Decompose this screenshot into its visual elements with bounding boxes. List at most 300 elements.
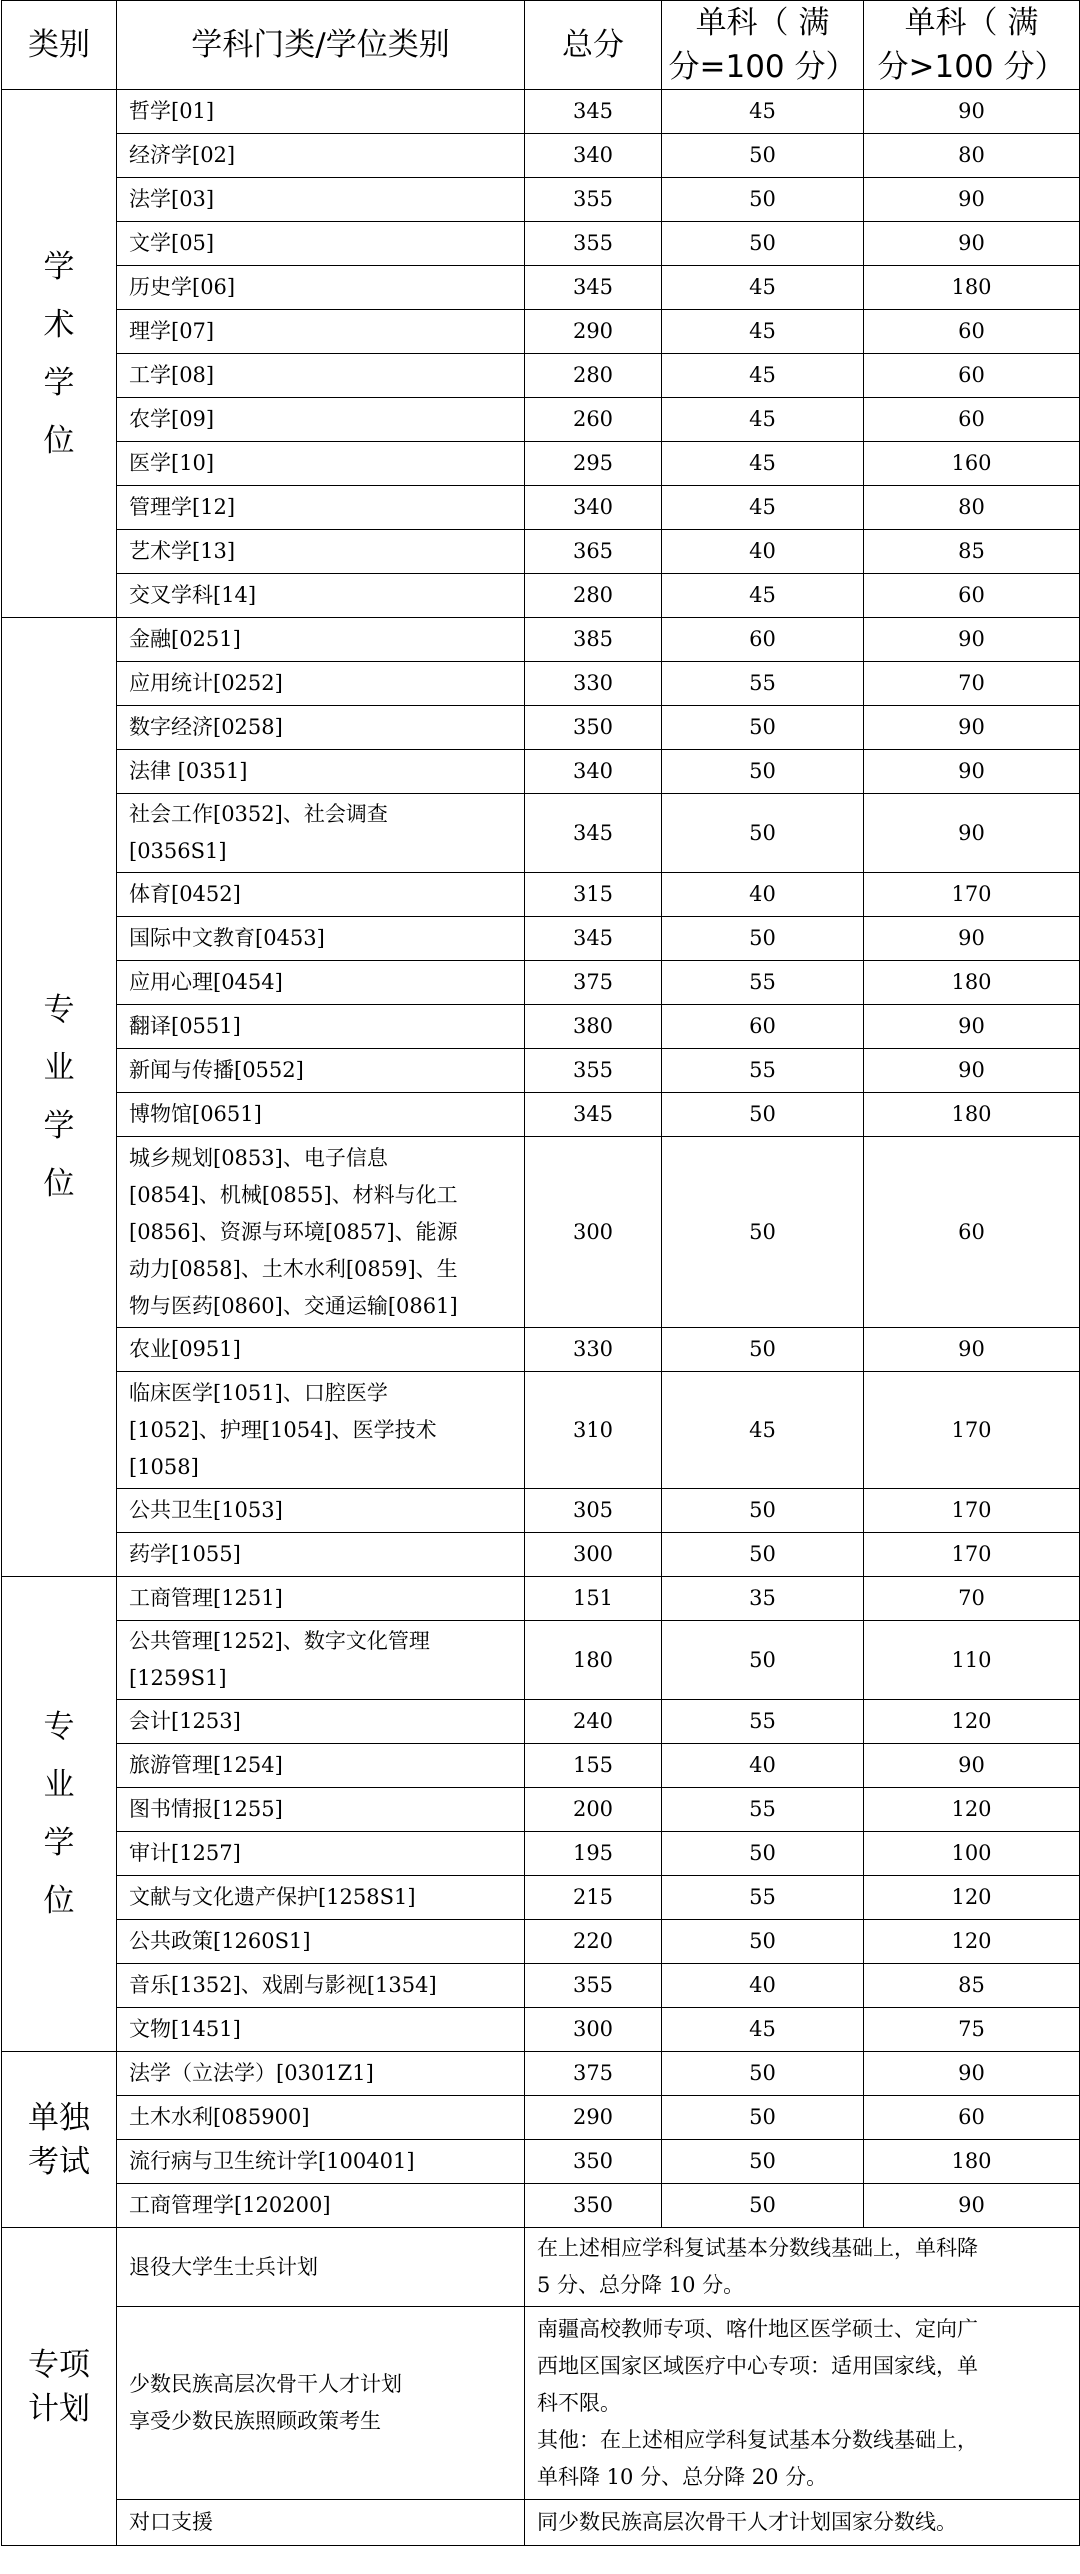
discipline-cell [117, 266, 525, 310]
special-plan-note [525, 2228, 1080, 2307]
discipline-cell [117, 310, 525, 354]
discipline-line: 博物馆[0651] [129, 1102, 262, 1126]
total-score-cell: 220 [525, 1920, 662, 1964]
discipline-line: 历史学[06] [129, 275, 236, 299]
discipline-line: 交叉学科[14] [129, 583, 257, 607]
single-over-100-cell: 180 [864, 266, 1080, 310]
discipline-line: 法学[03] [129, 187, 215, 211]
table-row [2, 1489, 1080, 1533]
special-plan-name [117, 2307, 525, 2500]
single-100-cell: 50 [662, 1137, 864, 1328]
table-row [2, 1700, 1080, 1744]
total-score-cell: 365 [525, 530, 662, 574]
discipline-line: 应用统计[0252] [129, 671, 283, 695]
total-score-cell: 151 [525, 1577, 662, 1621]
single-over-100-cell: 90 [864, 2052, 1080, 2096]
discipline-cell [117, 222, 525, 266]
single-100-cell: 50 [662, 706, 864, 750]
single-over-100-cell: 60 [864, 398, 1080, 442]
single-over-100-cell: 90 [864, 917, 1080, 961]
table-row [2, 222, 1080, 266]
single-100-cell: 50 [662, 794, 864, 873]
discipline-line: 法律 [0351] [129, 759, 248, 783]
discipline-line: 法学（立法学）[0301Z1] [129, 2061, 374, 2085]
discipline-line: 药学[1055] [129, 1542, 241, 1566]
group-label-char: 单独 [28, 2099, 90, 2136]
group-label-char: 学 [43, 364, 75, 401]
discipline-line: 公共卫生[1053] [129, 1498, 283, 1522]
total-score-cell: 280 [525, 354, 662, 398]
discipline-cell [117, 1093, 525, 1137]
table-row [2, 794, 1080, 873]
total-score-cell: 345 [525, 917, 662, 961]
single-100-cell: 50 [662, 1328, 864, 1372]
single-over-100-cell: 85 [864, 1964, 1080, 2008]
header-single-over-100-line: 单科（ 满 [904, 5, 1039, 41]
discipline-line: 文学[05] [129, 231, 215, 255]
table-row [2, 2140, 1080, 2184]
discipline-cell [117, 1577, 525, 1621]
single-100-cell: 45 [662, 574, 864, 618]
special-plan-note-line: 同少数民族高层次骨干人才计划国家分数线。 [537, 2510, 957, 2534]
single-over-100-cell: 90 [864, 794, 1080, 873]
single-over-100-cell: 80 [864, 486, 1080, 530]
total-score-cell: 355 [525, 178, 662, 222]
single-100-cell: 45 [662, 266, 864, 310]
single-100-cell: 40 [662, 873, 864, 917]
discipline-line: 动力[0858]、土木水利[0859]、生 [129, 1256, 458, 1281]
table-row [2, 2184, 1080, 2228]
single-over-100-cell: 75 [864, 2008, 1080, 2052]
single-100-cell: 50 [662, 1621, 864, 1700]
discipline-cell [117, 1621, 525, 1700]
total-score-cell: 315 [525, 873, 662, 917]
discipline-cell [117, 794, 525, 873]
discipline-line: 应用心理[0454] [129, 970, 283, 994]
total-score-cell: 355 [525, 222, 662, 266]
discipline-line: 翻译[0551] [129, 1014, 241, 1038]
group-label-char: 专 [43, 1709, 75, 1745]
single-100-cell: 50 [662, 1920, 864, 1964]
single-100-cell: 45 [662, 2008, 864, 2052]
single-over-100-cell: 170 [864, 1533, 1080, 1577]
table-row [2, 2008, 1080, 2052]
discipline-line: 流行病与卫生统计学[100401] [129, 2149, 415, 2173]
table-row [2, 486, 1080, 530]
single-over-100-cell: 90 [864, 618, 1080, 662]
total-score-cell: 300 [525, 1533, 662, 1577]
discipline-line: 金融[0251] [129, 627, 241, 651]
single-100-cell: 45 [662, 90, 864, 134]
discipline-cell [117, 2096, 525, 2140]
discipline-line: 城乡规划[0853]、电子信息 [129, 1145, 388, 1170]
table-row [2, 873, 1080, 917]
special-plan-note [525, 2307, 1080, 2500]
table-row [2, 442, 1080, 486]
discipline-cell [117, 917, 525, 961]
discipline-cell [117, 1964, 525, 2008]
single-100-cell: 45 [662, 1372, 864, 1489]
total-score-cell: 240 [525, 1700, 662, 1744]
total-score-cell: 385 [525, 618, 662, 662]
table-row [2, 1964, 1080, 2008]
discipline-cell [117, 1832, 525, 1876]
discipline-cell [117, 1005, 525, 1049]
single-100-cell: 50 [662, 2096, 864, 2140]
discipline-line: [1259S1] [129, 1666, 227, 1690]
group-label-char: 学 [43, 248, 75, 285]
single-100-cell: 45 [662, 398, 864, 442]
discipline-line: 农业[0951] [129, 1337, 241, 1361]
total-score-cell: 300 [525, 2008, 662, 2052]
total-score-cell: 155 [525, 1744, 662, 1788]
discipline-line: 数字经济[0258] [129, 715, 283, 739]
discipline-line: 公共管理[1252]、数字文化管理 [129, 1629, 430, 1653]
special-plan-name-line: 少数民族高层次骨干人才计划 [129, 2372, 402, 2396]
discipline-line: 文物[1451] [129, 2017, 241, 2041]
special-plan-name-line: 享受少数民族照顾政策考生 [129, 2409, 381, 2433]
discipline-line: 临床医学[1051]、口腔医学 [129, 1380, 388, 1405]
discipline-line: [0854]、机械[0855]、材料与化工 [129, 1182, 458, 1207]
header-single-100 [662, 1, 864, 90]
table-row [2, 2052, 1080, 2096]
discipline-line: 管理学[12] [129, 495, 236, 519]
table-row [2, 618, 1080, 662]
single-100-cell: 50 [662, 134, 864, 178]
table-row [2, 178, 1080, 222]
table-row [2, 398, 1080, 442]
single-100-cell: 55 [662, 1049, 864, 1093]
table-row [2, 961, 1080, 1005]
discipline-cell [117, 486, 525, 530]
discipline-cell [117, 1920, 525, 1964]
single-over-100-cell: 180 [864, 1093, 1080, 1137]
single-over-100-cell: 90 [864, 1049, 1080, 1093]
discipline-cell [117, 1533, 525, 1577]
discipline-cell [117, 2008, 525, 2052]
special-plan-note-line: 其他：在上述相应学科复试基本分数线基础上， [537, 2427, 978, 2452]
total-score-cell: 200 [525, 1788, 662, 1832]
single-over-100-cell: 120 [864, 1876, 1080, 1920]
total-score-cell: 340 [525, 134, 662, 178]
total-score-cell: 340 [525, 486, 662, 530]
single-over-100-cell: 90 [864, 1744, 1080, 1788]
single-100-cell: 55 [662, 662, 864, 706]
group-label-char: 业 [43, 1767, 75, 1803]
discipline-cell [117, 750, 525, 794]
table-row [2, 1832, 1080, 1876]
single-over-100-cell: 120 [864, 1788, 1080, 1832]
header-category: 类别 [2, 1, 117, 90]
special-plan-note-line: 5 分、总分降 10 分。 [537, 2273, 745, 2297]
discipline-line: 医学[10] [129, 451, 215, 475]
group-label [2, 618, 117, 1577]
header-single-over-100 [864, 1, 1080, 90]
header-single-100-line: 单科（ 满 [695, 5, 830, 41]
table-row [2, 1137, 1080, 1328]
group-label-char: 专 [43, 992, 75, 1028]
discipline-line: 图书情报[1255] [129, 1797, 283, 1821]
special-plan-name [117, 2500, 525, 2546]
special-plan-label-line: 计划 [28, 2390, 90, 2427]
discipline-line: 艺术学[13] [129, 539, 236, 563]
single-over-100-cell: 120 [864, 1920, 1080, 1964]
discipline-line: 体育[0452] [129, 882, 241, 906]
single-over-100-cell: 100 [864, 1832, 1080, 1876]
single-over-100-cell: 60 [864, 574, 1080, 618]
header-total: 总分 [525, 1, 662, 90]
table-row [2, 134, 1080, 178]
single-100-cell: 50 [662, 2184, 864, 2228]
discipline-cell [117, 706, 525, 750]
discipline-cell [117, 1328, 525, 1372]
table-row [2, 1744, 1080, 1788]
discipline-cell [117, 134, 525, 178]
single-over-100-cell: 70 [864, 662, 1080, 706]
discipline-line: 公共政策[1260S1] [129, 1929, 311, 1953]
discipline-cell [117, 1700, 525, 1744]
discipline-line: [1058] [129, 1454, 199, 1479]
special-plan-row [2, 2228, 1080, 2307]
single-100-cell: 50 [662, 1093, 864, 1137]
table-row [2, 1788, 1080, 1832]
single-over-100-cell: 90 [864, 90, 1080, 134]
special-plan-name-line: 对口支援 [129, 2510, 213, 2534]
single-over-100-cell: 90 [864, 2184, 1080, 2228]
score-table [1, 0, 1080, 2546]
single-over-100-cell: 170 [864, 873, 1080, 917]
table-row [2, 1920, 1080, 1964]
table-row [2, 1876, 1080, 1920]
single-100-cell: 50 [662, 1533, 864, 1577]
special-plan-note-line: 在上述相应学科复试基本分数线基础上，单科降 [537, 2236, 978, 2260]
discipline-cell [117, 530, 525, 574]
single-over-100-cell: 90 [864, 706, 1080, 750]
single-over-100-cell: 180 [864, 961, 1080, 1005]
total-score-cell: 180 [525, 1621, 662, 1700]
discipline-line: 音乐[1352]、戏剧与影视[1354] [129, 1973, 437, 1997]
discipline-cell [117, 1049, 525, 1093]
special-plan-label-line: 专项 [28, 2346, 90, 2383]
single-100-cell: 55 [662, 961, 864, 1005]
single-100-cell: 40 [662, 1964, 864, 2008]
discipline-line: 土木水利[085900] [129, 2105, 310, 2129]
single-over-100-cell: 120 [864, 1700, 1080, 1744]
single-100-cell: 35 [662, 1577, 864, 1621]
discipline-cell [117, 354, 525, 398]
single-over-100-cell: 170 [864, 1489, 1080, 1533]
single-over-100-cell: 85 [864, 530, 1080, 574]
single-100-cell: 50 [662, 178, 864, 222]
discipline-cell [117, 442, 525, 486]
table-row [2, 1093, 1080, 1137]
discipline-line: 文献与文化遗产保护[1258S1] [129, 1885, 416, 1909]
header-discipline: 学科门类/学位类别 [117, 1, 525, 90]
total-score-cell: 290 [525, 2096, 662, 2140]
total-score-cell: 195 [525, 1832, 662, 1876]
single-over-100-cell: 110 [864, 1621, 1080, 1700]
table-row [2, 1005, 1080, 1049]
group-label-char: 位 [43, 1883, 75, 1919]
single-over-100-cell: 60 [864, 2096, 1080, 2140]
single-over-100-cell: 170 [864, 1372, 1080, 1489]
special-plan-note-line: 南疆高校教师专项、喀什地区医学硕士、定向广 [537, 2316, 978, 2341]
discipline-line: 会计[1253] [129, 1709, 241, 1733]
discipline-cell [117, 1744, 525, 1788]
single-over-100-cell: 90 [864, 750, 1080, 794]
group-label [2, 1577, 117, 2052]
single-100-cell: 60 [662, 618, 864, 662]
discipline-cell [117, 618, 525, 662]
total-score-cell: 375 [525, 2052, 662, 2096]
table-row [2, 266, 1080, 310]
single-100-cell: 50 [662, 2052, 864, 2096]
group-label [2, 2052, 117, 2228]
total-score-cell: 345 [525, 794, 662, 873]
total-score-cell: 355 [525, 1049, 662, 1093]
discipline-line: 社会工作[0352]、社会调查 [129, 802, 388, 826]
table-row [2, 1533, 1080, 1577]
special-plan-note-line: 单科降 10 分、总分降 20 分。 [537, 2464, 828, 2489]
single-100-cell: 45 [662, 442, 864, 486]
special-plan-row [2, 2307, 1080, 2500]
discipline-cell [117, 398, 525, 442]
discipline-cell [117, 574, 525, 618]
group-label-char: 学 [43, 1108, 75, 1144]
table-row [2, 750, 1080, 794]
total-score-cell: 280 [525, 574, 662, 618]
single-100-cell: 50 [662, 917, 864, 961]
single-100-cell: 55 [662, 1788, 864, 1832]
group-label-char: 学 [43, 1825, 75, 1861]
discipline-line: 工商管理[1251] [129, 1586, 283, 1610]
single-over-100-cell: 80 [864, 134, 1080, 178]
discipline-cell [117, 90, 525, 134]
discipline-line: 理学[07] [129, 319, 215, 343]
group-label-char: 术 [43, 306, 75, 343]
single-over-100-cell: 70 [864, 1577, 1080, 1621]
discipline-cell [117, 2052, 525, 2096]
discipline-line: 工学[08] [129, 363, 215, 387]
discipline-cell [117, 2140, 525, 2184]
header-row [2, 1, 1080, 90]
single-100-cell: 40 [662, 530, 864, 574]
total-score-cell: 260 [525, 398, 662, 442]
single-100-cell: 50 [662, 750, 864, 794]
discipline-line: 物与医药[0860]、交通运输[0861] [129, 1293, 458, 1318]
single-100-cell: 40 [662, 1744, 864, 1788]
discipline-line: 工商管理学[120200] [129, 2193, 331, 2217]
single-100-cell: 50 [662, 1489, 864, 1533]
total-score-cell: 380 [525, 1005, 662, 1049]
discipline-cell [117, 873, 525, 917]
total-score-cell: 330 [525, 662, 662, 706]
table-row [2, 90, 1080, 134]
table-row [2, 917, 1080, 961]
discipline-line: 国际中文教育[0453] [129, 926, 325, 950]
total-score-cell: 345 [525, 266, 662, 310]
total-score-cell: 300 [525, 1137, 662, 1328]
discipline-line: 农学[09] [129, 407, 215, 431]
single-over-100-cell: 60 [864, 1137, 1080, 1328]
single-over-100-cell: 60 [864, 354, 1080, 398]
discipline-line: 审计[1257] [129, 1841, 241, 1865]
single-100-cell: 55 [662, 1700, 864, 1744]
total-score-cell: 350 [525, 706, 662, 750]
table-row [2, 1372, 1080, 1489]
total-score-cell: 295 [525, 442, 662, 486]
group-label-char: 考试 [28, 2143, 90, 2180]
total-score-cell: 345 [525, 90, 662, 134]
single-100-cell: 50 [662, 1832, 864, 1876]
single-over-100-cell: 60 [864, 310, 1080, 354]
table-row [2, 354, 1080, 398]
table-row [2, 574, 1080, 618]
special-plan-name-line: 退役大学生士兵计划 [129, 2254, 318, 2279]
single-100-cell: 45 [662, 310, 864, 354]
single-100-cell: 55 [662, 1876, 864, 1920]
single-over-100-cell: 180 [864, 2140, 1080, 2184]
discipline-cell [117, 1137, 525, 1328]
group-label-char: 业 [43, 1050, 75, 1086]
special-plan-row [2, 2500, 1080, 2546]
special-plan-note-line: 科不限。 [537, 2390, 621, 2415]
discipline-line: 哲学[01] [129, 99, 215, 123]
table-row [2, 1328, 1080, 1372]
table-row [2, 2096, 1080, 2140]
single-over-100-cell: 90 [864, 178, 1080, 222]
single-over-100-cell: 90 [864, 222, 1080, 266]
table-row [2, 662, 1080, 706]
single-100-cell: 45 [662, 486, 864, 530]
special-plan-name [117, 2228, 525, 2307]
special-plan-note-line: 西地区国家区域医疗中心专项：适用国家线，单 [537, 2353, 978, 2378]
table-row [2, 1577, 1080, 1621]
special-plan-label [2, 2228, 117, 2546]
discipline-line: [0356S1] [129, 839, 227, 863]
table-row [2, 530, 1080, 574]
total-score-cell: 330 [525, 1328, 662, 1372]
group-label-char: 位 [43, 1166, 75, 1202]
total-score-cell: 355 [525, 1964, 662, 2008]
single-100-cell: 45 [662, 354, 864, 398]
total-score-cell: 350 [525, 2140, 662, 2184]
discipline-cell [117, 1876, 525, 1920]
table-row [2, 1621, 1080, 1700]
special-plan-note [525, 2500, 1080, 2546]
single-100-cell: 50 [662, 222, 864, 266]
discipline-cell [117, 178, 525, 222]
table-row [2, 310, 1080, 354]
discipline-line: [1052]、护理[1054]、医学技术 [129, 1417, 437, 1442]
discipline-cell [117, 1372, 525, 1489]
discipline-line: 经济学[02] [129, 143, 236, 167]
discipline-line: [0856]、资源与环境[0857]、能源 [129, 1219, 458, 1244]
total-score-cell: 340 [525, 750, 662, 794]
header-single-over-100-line: 分>100 分） [877, 49, 1066, 85]
discipline-cell [117, 662, 525, 706]
single-over-100-cell: 90 [864, 1328, 1080, 1372]
table-body [2, 90, 1080, 2546]
discipline-cell [117, 961, 525, 1005]
group-label-char: 位 [43, 422, 75, 459]
table-row [2, 1049, 1080, 1093]
header-single-100-line: 分=100 分） [668, 49, 857, 85]
discipline-cell [117, 2184, 525, 2228]
discipline-cell [117, 1489, 525, 1533]
group-label [2, 90, 117, 618]
single-over-100-cell: 90 [864, 1005, 1080, 1049]
